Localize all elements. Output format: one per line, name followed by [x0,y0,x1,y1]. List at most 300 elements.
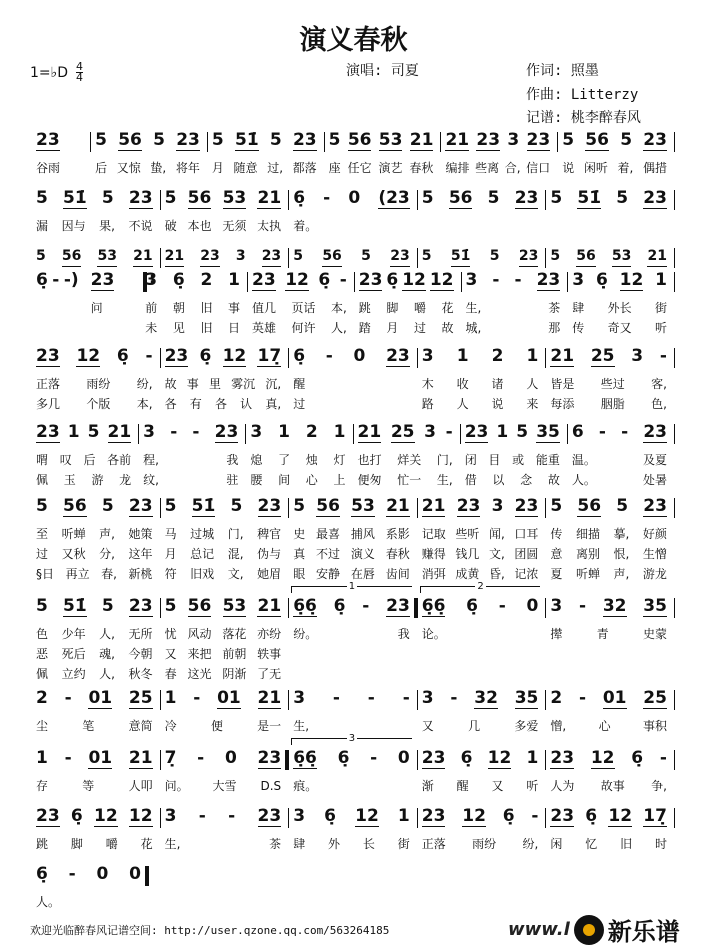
measure [30,596,159,684]
lyric-word: 声, [99,527,115,541]
note: - [514,270,522,290]
note: 23 [90,270,115,290]
lyricist-credit: 作词: 照墨 [526,63,599,79]
note: - [193,688,201,708]
lyric-word: 雨纷 [472,837,497,851]
lyric-word: 轶事 [257,647,282,661]
note: - [445,422,453,442]
note: 12 [222,346,247,366]
lyric-word: 安静 [316,567,341,581]
lyric-word: 皆是 [550,377,575,391]
note: 5 [36,188,48,208]
lyric-word: 纷, [136,377,153,391]
watermark [508,912,680,947]
note: - [367,688,375,708]
lyric-line [293,374,410,394]
note: 5 [269,130,282,150]
note: (23 [378,188,410,208]
lyric-word: 外长 [607,301,632,315]
lyric-word: 人 [526,377,539,391]
lyric-word: 文, [488,547,505,561]
note: 7̣ [164,748,177,768]
measure [89,130,206,178]
lyric-word: 赚得 [421,547,446,561]
lyric-word: 脚 [386,301,399,315]
measure [416,748,545,796]
lyric-word: 文, [227,567,244,581]
lyric-word: 问。 [164,779,189,793]
measure-notes [465,422,560,450]
lyric-word: 偶措 [642,161,667,175]
note: - [362,596,370,616]
note: 1 [496,422,509,442]
lyric-word: 前朝 [222,647,247,661]
measure-notes [293,188,410,216]
note: 23 [526,130,551,150]
lyric-word: 旧 [200,301,213,315]
lyric-word: 又 [491,779,504,793]
note: 0 [397,748,410,768]
lyric-word: 各 [214,397,227,411]
note: 5 [293,248,303,264]
note: 6̣ [70,806,83,826]
note: 0 [129,864,141,884]
lyric-word: 些过 [600,377,625,391]
lyric-word: 跳 [358,301,371,315]
note: 56 [347,130,372,150]
lyric-word: 几 [468,719,481,733]
note: 23 [358,270,383,290]
key-signature [30,62,83,83]
measure-notes [562,130,667,158]
lyric-word: 色, [651,397,667,411]
lyric-word: 脚 [70,837,83,851]
note: 51̇ [234,130,259,150]
measure [30,346,159,414]
note: 3 [491,496,504,516]
staff-system [30,346,673,414]
measure [287,688,416,736]
note: 2 [305,422,318,442]
lyric-line [36,624,153,644]
lyric-word: 闭 [464,453,477,467]
lyric-line [293,524,410,544]
note: 23 [257,806,282,826]
note: 23 [550,748,575,768]
lyric-word: 恨, [613,547,630,561]
note: 21 [445,130,470,150]
note: 6̣ [466,596,479,616]
lyric-line [465,470,560,490]
lyric-word: 生, [465,301,482,315]
measure-notes [250,422,345,450]
watermark-url: www.l [508,919,570,940]
lyric-word: 传 [572,321,585,335]
note: - [52,270,60,290]
note: 6̣ [333,596,346,616]
lyric-word: 跳 [36,837,49,851]
lyric-word: 问 [90,301,103,315]
note: 12 [487,748,512,768]
lyric-line [293,544,410,564]
note: 12 [590,748,615,768]
note: - [64,748,72,768]
measure-notes [165,346,282,374]
note: 12 [128,806,153,826]
measure-notes [293,596,410,624]
note: 5 [516,422,529,442]
measure [244,422,351,490]
note: 23 [36,346,60,366]
barline [674,348,675,368]
lyric-word: 果, [99,219,115,233]
lyric-word: 忧 [164,627,177,641]
note: 6̣ [293,346,306,366]
note: 23 [421,806,446,826]
note: 1 [397,806,410,826]
note: 23 [262,246,281,267]
note: 23 [176,130,200,150]
measure-notes [165,596,282,624]
note: 5 [211,130,224,150]
note: 5 [153,130,165,150]
lyric-word: 再立 [65,567,90,581]
lyric-word: 腰 [250,473,263,487]
lyric-word: 生憎 [642,547,667,561]
lyric-word: 街 [655,301,668,315]
lyric-word: 声, [613,567,630,581]
note: 56 [585,130,609,150]
lyric-line [358,450,453,470]
lyric-word: 了无 [257,667,282,681]
lyric-word: 能重 [535,453,560,467]
lyric-word: 青 [596,627,609,641]
lyric-line [165,524,282,544]
measure [352,422,459,490]
lyric-line [36,450,131,470]
lyric-word: 合, [504,161,521,175]
note: 23 [257,748,282,768]
measure-notes [36,596,153,624]
note: - [531,806,539,826]
measure-notes [293,346,410,374]
lyric-word: 叹 [59,453,72,467]
measure-notes [91,270,134,298]
note: 5 [101,496,114,516]
lyric-word: 笔 [82,719,95,733]
lyric-line [36,644,153,664]
note: 3 [572,270,585,290]
lyric-word: 又 [164,647,177,661]
lyric-word: 说 [491,397,504,411]
lyric-word: 后 [95,161,108,175]
lyric-word: 渐 [421,779,434,793]
lyric-word: 冷 [164,719,177,733]
lyric-word: 过, [267,161,284,175]
lyric-word: 灯 [333,453,346,467]
staff-system [30,733,673,796]
note: 23 [643,496,667,516]
note: 17̣ [643,806,667,826]
lyric-word: 故 [441,321,454,335]
lyric-word: 见 [172,321,185,335]
note: 5 [164,596,177,616]
lyric-word: 闲听 [583,161,608,175]
note: 12 [608,806,633,826]
note: 6̣ [337,748,350,768]
lyric-word: 茶 [269,837,282,851]
lyric-word: 人, [99,627,115,641]
lyric-word: 本, [136,397,153,411]
staff-system [30,188,673,236]
lyric-line [550,776,667,796]
staff-system [30,864,147,912]
lyric-line [36,892,141,912]
lyric-word: 念 [520,473,533,487]
lyric-word: 收 [456,377,469,391]
lyric-word: 便 [210,719,223,733]
lyric-line [165,216,282,236]
lyric-line [36,470,131,490]
note: - [68,864,76,884]
lyric-word: 时 [654,837,667,851]
lyric-line [91,318,134,338]
measure [30,270,85,338]
note: 12 [402,270,426,290]
lyric-line [143,470,238,490]
lyric-line [36,544,153,564]
lyric-line [145,298,240,318]
note: 6̣ [318,270,331,290]
lyric-word: 春 [164,667,177,681]
lyric-line [293,834,410,854]
note: 6̣ [116,346,129,366]
lyric-word: 故 [164,377,177,391]
measure-notes [165,688,282,716]
note: 53 [351,496,375,516]
lyric-line [422,834,539,854]
measure [459,422,566,490]
measure [246,270,353,338]
lyric-word: 春, [101,567,117,581]
note: 23 [643,130,667,150]
lyric-word: 又秋 [61,547,86,561]
lyric-line [165,624,282,644]
note: 21 [421,496,446,516]
note: 21 [128,748,153,768]
lyric-word: 过 [36,547,49,561]
measure [30,188,159,236]
measure [287,733,416,796]
lyric-word: 破 [164,219,177,233]
lyric-line [550,716,667,736]
lyric-word: 意 [550,547,563,561]
note: 23 [386,346,410,366]
lyric-word: 无所 [128,627,153,641]
measure-notes [422,346,539,374]
lyric-line [250,470,345,490]
lyric-word: 未 [145,321,158,335]
measure-notes [422,188,539,216]
note: -) [63,270,79,290]
note: 5 [550,496,563,516]
measure-notes [36,270,79,298]
volta-number: 1 [348,581,356,592]
lyric-word: 前 [145,301,158,315]
note: 6̣ [502,806,515,826]
note: 56 [448,188,473,208]
note: 3 [143,422,156,442]
lyric-word: 熄 [250,453,263,467]
note: 6̣ [199,346,212,366]
measure-notes [36,688,153,716]
lyric-word: 最喜 [316,527,341,541]
note: 6 [571,422,584,442]
lyric-line [572,318,667,338]
lyric-word: 总记 [190,547,215,561]
lyric-word: 月 [164,547,177,561]
lyric-word: 个版 [86,397,111,411]
lyric-word: 眼 [293,567,306,581]
note: 25 [128,688,153,708]
measure [287,496,416,584]
note: 23 [421,748,446,768]
lyric-word: 各 [164,397,177,411]
lyric-word: 又惊 [116,161,141,175]
measure [287,346,416,414]
volta-bracket [291,581,412,593]
note: 1 [333,422,346,442]
measure-notes [550,688,667,716]
measure [159,806,288,854]
lyric-word: 传 [550,527,563,541]
lyric-line [91,298,134,318]
measure [416,581,545,684]
lyric-line [562,158,667,178]
lyric-line [143,450,238,470]
note: 21 [409,130,434,150]
measure-notes [572,270,667,298]
note: 0 [353,346,366,366]
lyric-line [422,776,539,796]
lyric-word: 太执 [257,219,282,233]
lyric-word: 奇又 [607,321,632,335]
lyric-word: 温。 [571,453,596,467]
note: 5 [164,496,177,516]
lyric-word: 摹, [613,527,630,541]
lyric-word: 故事 [600,779,625,793]
lyric-word: 伪与 [257,547,282,561]
note: 3 [507,130,520,150]
note: 1 [526,748,539,768]
key-label: 1=♭D [30,64,69,81]
note: 5 [421,188,434,208]
lyric-word: 及夏 [643,453,668,467]
note: 0 [96,864,109,884]
note: 6̣6̣ [293,596,317,616]
note: - [192,422,200,442]
lyric-word: 不过 [316,547,341,561]
note: 3 [424,422,436,442]
note: - [402,688,410,708]
lyric-line [550,834,667,854]
lyric-line [165,394,282,414]
measure-notes [329,130,434,158]
note: 1 [278,422,290,442]
note: - [323,188,331,208]
lyric-word: 不说 [128,219,153,233]
lyric-line [250,450,345,470]
measure-notes [422,688,539,716]
lyric-line [293,394,410,414]
lyric-word: 忙一 [397,473,422,487]
lyric-word: 有 [189,397,202,411]
lyric-word: 至 [36,527,49,541]
lyric-word: 说 [562,161,575,175]
note: 5 [293,496,306,516]
lyric-word: 以 [492,473,505,487]
staff-system [30,130,673,178]
lyric-word: 听蝉 [575,567,600,581]
lyric-word: 路 [421,397,434,411]
note: 23 [386,596,410,616]
note: 23 [128,596,153,616]
note: 6̣ [36,864,48,884]
note: 1 [164,688,177,708]
lyric-word: 肆 [572,301,585,315]
note: - [492,270,500,290]
footer-text: 欢迎光临醉春风记谱空间: http://user.qzone.qq.com/563264185 [30,924,390,937]
lyric-line [145,318,240,338]
measure [544,748,673,796]
measure-notes [143,422,238,450]
lyric-word: 驻 [226,473,239,487]
note: 5 [36,596,48,616]
lyric-word: 魂, [99,647,115,661]
note: - [598,422,606,442]
note: 56 [187,188,212,208]
note: 56 [577,496,602,516]
lyric-word: 这光 [187,667,212,681]
lyric-word: 事 [228,301,241,315]
note: 23 [252,270,276,290]
measure-notes [550,806,667,834]
note: 5 [361,248,371,264]
lyric-word: 人, [99,667,115,681]
note: 21 [550,346,575,366]
lyric-word: 那 [548,321,561,335]
lyric-line [252,318,347,338]
note: 23 [36,806,60,826]
singer-credit: 演唱: 司夏 [346,63,419,79]
measure [287,188,416,236]
lyric-word: 因与 [61,219,86,233]
measure [159,688,288,736]
lyric-word: 春秋 [409,161,434,175]
lyric-word: 木 [421,377,434,391]
lyric-word: 何许 [291,321,316,335]
measure [287,806,416,854]
note: - [659,346,667,366]
barline [674,808,675,828]
note: 12 [619,270,644,290]
lyric-line [550,544,667,564]
measure [30,748,159,796]
lyric-word: 诸 [491,377,504,391]
note: 6̣6̣ [421,596,446,616]
note: 5 [616,496,629,516]
lyric-line [466,318,561,338]
